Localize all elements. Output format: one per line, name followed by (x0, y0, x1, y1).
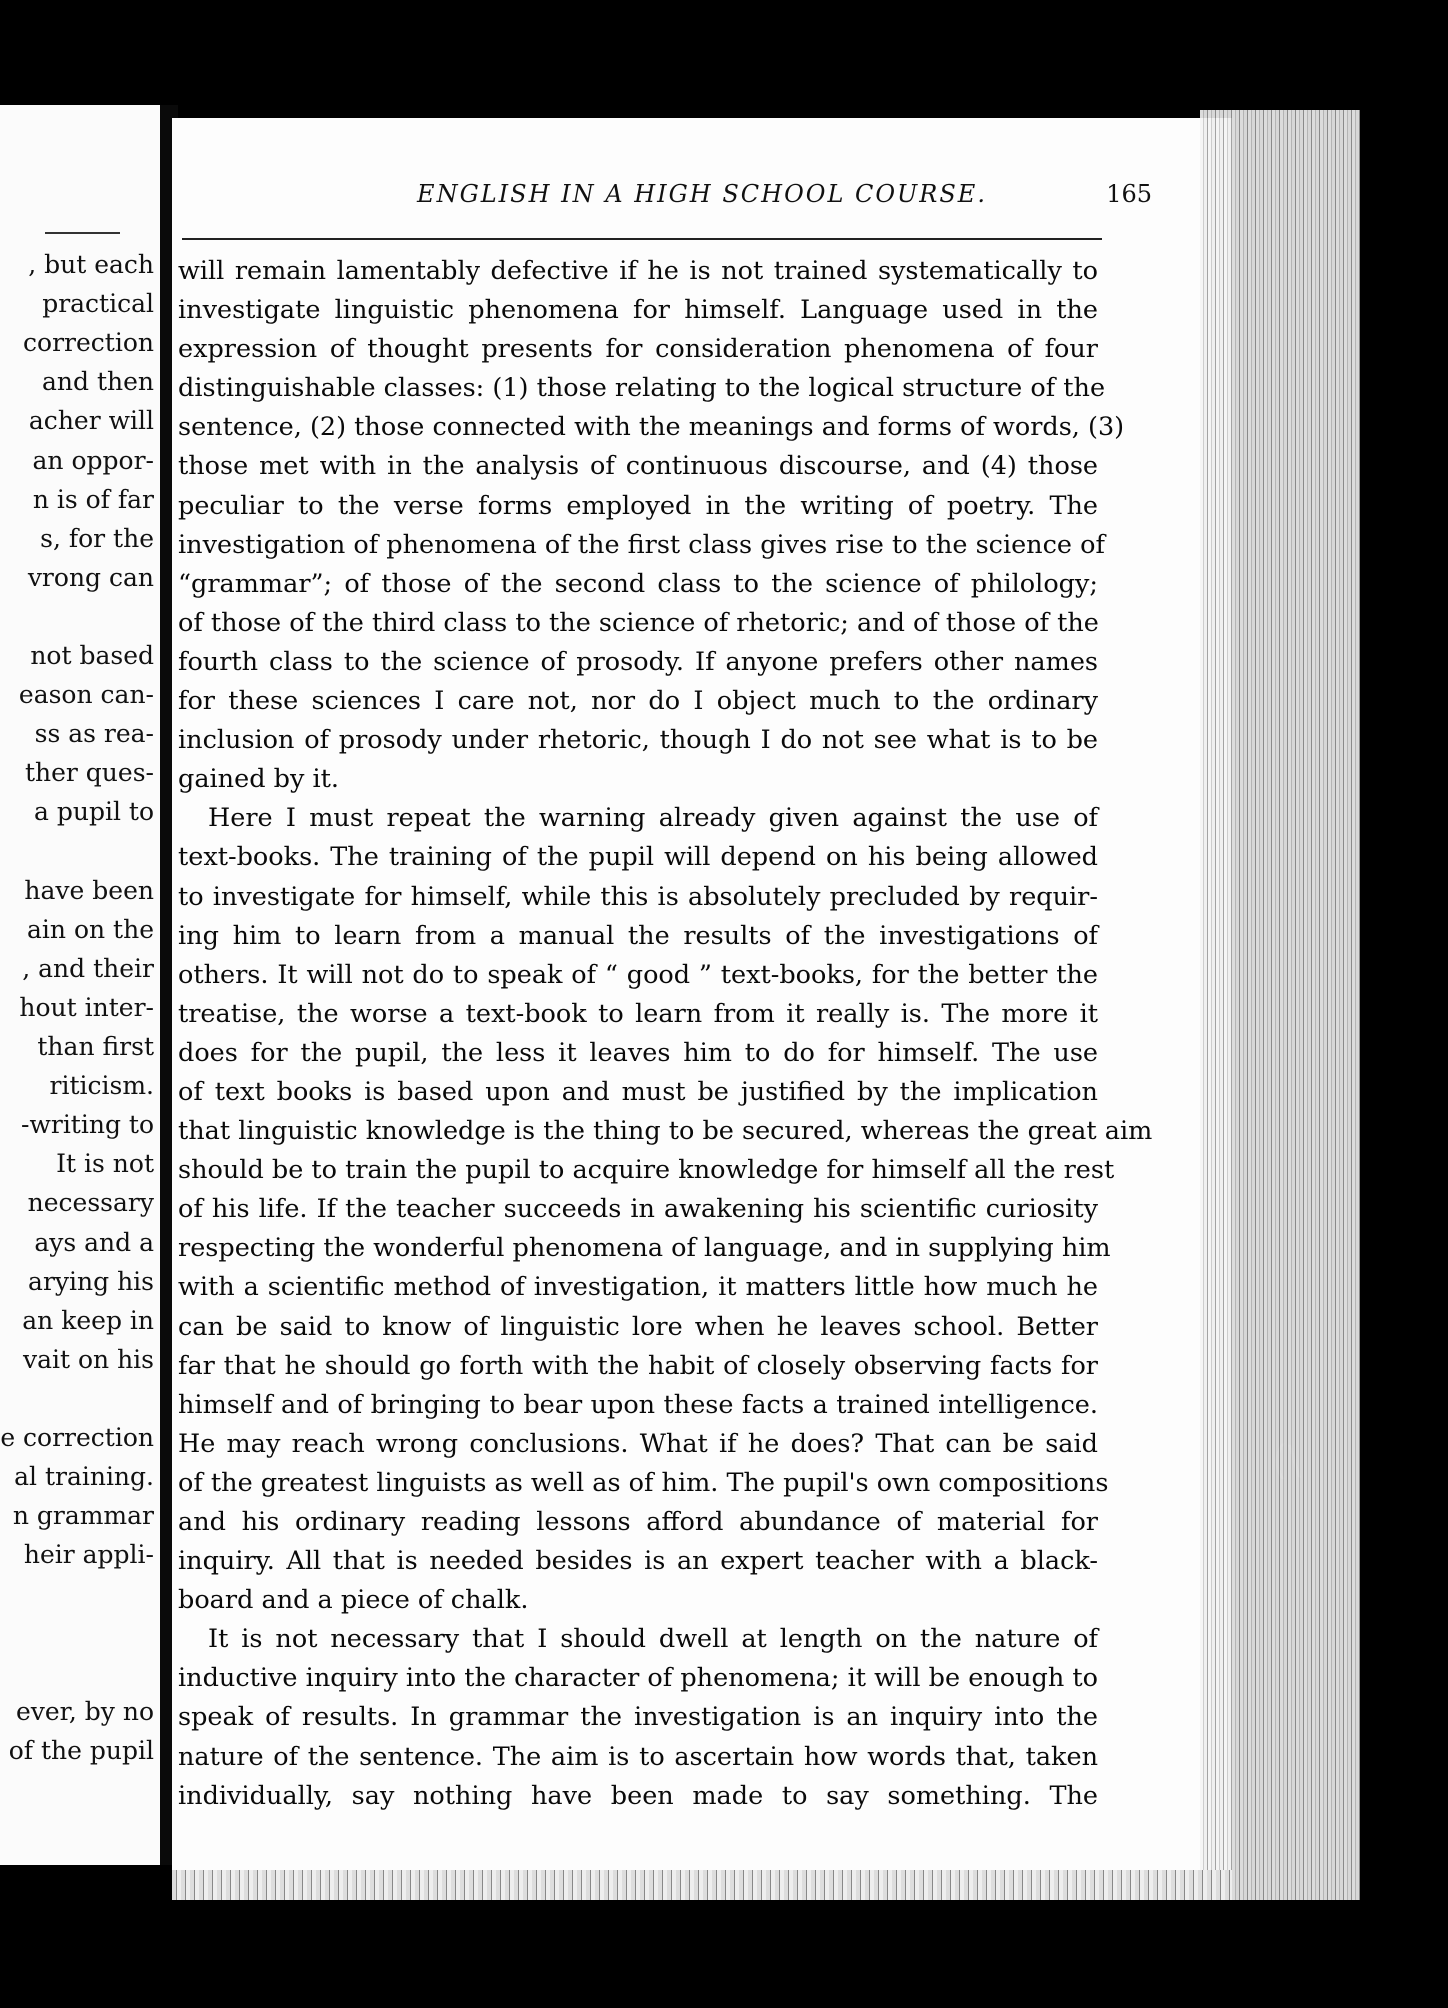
text-line: himself and of bringing to bear upon these facts a trained intelligence. (178, 1389, 1098, 1420)
left-page-line: ther ques- (24, 758, 154, 788)
text-line: expression of thought presents for consideration phenomena of four (178, 334, 1098, 365)
left-page-line: a pupil to (34, 797, 154, 827)
left-page-line: an keep in (22, 1305, 154, 1335)
text-line: inductive inquiry into the character of phenomena; it will be enough to (178, 1663, 1098, 1694)
left-page-line: s, for the (40, 523, 154, 553)
left-page-line: an oppor- (32, 445, 154, 475)
text-line: others. It will not do to speak of “ good ” text-books, for the better the (178, 959, 1098, 990)
text-line: inquiry. All that is needed besides is an expert teacher with a black- (178, 1546, 1098, 1577)
main-page (172, 118, 1232, 1900)
text-line: nature of the sentence. The aim is to ascertain how words that, taken (178, 1741, 1098, 1772)
text-line: does for the pupil, the less it leaves him to do for himself. The use (178, 1037, 1098, 1068)
text-line: board and a piece of chalk. (178, 1585, 529, 1616)
left-page-line: e correction (0, 1423, 154, 1452)
left-page-line: heir appli- (23, 1540, 154, 1570)
text-line: can be said to know of linguistic lore when he leaves school. Better (178, 1311, 1098, 1342)
header-rule (182, 238, 1102, 240)
running-title: ENGLISH IN A HIGH SCHOOL COURSE. (417, 180, 987, 208)
text-line: of his life. If the teacher succeeds in awakening his scientific curiosity (178, 1194, 1098, 1225)
text-line: “grammar”; of those of the second class to the science of philology; (178, 568, 1098, 599)
text-line: and his ordinary reading lessons afford abundance of material for (178, 1507, 1098, 1537)
text-line: with a scientific method of investigation, it matters little how much he (178, 1272, 1098, 1303)
left-page-line: ever, by no (15, 1696, 154, 1726)
text-line: of those of the third class to the science of rhetoric; and of those of the (178, 607, 1099, 638)
left-page-line: vrong can (27, 562, 154, 592)
bottom-edge-speckle (172, 1870, 1232, 1900)
left-page-line: al training. (14, 1462, 154, 1492)
text-line: far that he should go forth with the habit of closely observing facts for (178, 1350, 1098, 1381)
left-page-line: ain on the (27, 914, 154, 944)
left-page-fragment (0, 105, 160, 1865)
text-line: sentence, (2) those connected with the meanings and forms of words, (3) (178, 412, 1125, 443)
text-line: Here I must repeat the warning already given against the use of (208, 803, 1098, 834)
left-page-line: It is not (56, 1149, 154, 1179)
left-page-line: n grammar (12, 1501, 154, 1531)
text-line: text-books. The training of the pupil will depend on his being allowed (178, 842, 1098, 873)
text-line: He may reach wrong conclusions. What if he does? That can be said (178, 1428, 1098, 1459)
text-line: should be to train the pupil to acquire knowledge for himself all the rest (178, 1155, 1115, 1186)
left-page-line: riticism. (49, 1071, 154, 1101)
text-line: respecting the wonderful phenomena of language, and in supplying him (178, 1233, 1111, 1264)
left-page-line: n is of far (32, 484, 154, 514)
text-line: peculiar to the verse forms employed in the writing of poetry. The (178, 490, 1098, 521)
text-line: those met with in the analysis of continuous discourse, and (4) those (178, 451, 1098, 482)
left-page-line: necessary (27, 1188, 154, 1218)
left-page-line: -writing to (21, 1110, 154, 1140)
text-line: individually, say nothing have been made to say something. The (178, 1780, 1098, 1811)
left-page-line: not based (30, 641, 154, 670)
text-line: distinguishable classes: (1) those relating to the logical structure of the (178, 373, 1106, 404)
left-page-line: ss as rea- (34, 719, 154, 749)
text-line: treatise, the worse a text-book to learn from it really is. The more it (178, 998, 1098, 1029)
text-line: investigate linguistic phenomena for himself. Language used in the (178, 295, 1098, 326)
text-line: It is not necessary that I should dwell at length on the nature of (208, 1624, 1098, 1655)
left-page-line: than first (37, 1032, 154, 1061)
text-line: inclusion of prosody under rhetoric, though I do not see what is to be (178, 725, 1098, 756)
text-line: for these sciences I care not, nor do I object much to the ordinary (178, 686, 1098, 717)
text-line: fourth class to the science of prosody. If anyone prefers other names (178, 646, 1098, 677)
text-line: ing him to learn from a manual the results of the investigations of (178, 920, 1098, 951)
left-page-line: hout inter- (19, 992, 154, 1022)
left-page-line: vait on his (22, 1344, 154, 1374)
left-page-line: , but each (28, 250, 154, 279)
left-page-line: have been (24, 875, 154, 905)
page-number: 165 (1106, 180, 1152, 208)
left-page-rule (45, 232, 120, 234)
left-page-line: , and their (22, 953, 154, 983)
left-page-line: practical (42, 289, 154, 319)
body-text (178, 252, 1153, 1816)
left-page-line: arying his (28, 1266, 154, 1296)
left-page-line: of the pupil (8, 1735, 154, 1765)
left-page-line: ays and a (34, 1227, 154, 1257)
page-edge-speckle (1200, 110, 1360, 1900)
left-page-line: and then (42, 367, 154, 397)
left-page-line: acher will (28, 406, 154, 436)
text-line: that linguistic knowledge is the thing to be secured, whereas the great aim (178, 1116, 1153, 1147)
text-line: gained by it. (178, 764, 339, 795)
text-line: will remain lamentably defective if he is not trained systematically to (178, 256, 1098, 286)
text-line: of the greatest linguists as well as of him. The pupil's own compositions (178, 1467, 1109, 1498)
left-page-line: correction (23, 328, 154, 358)
left-page-line: eason can- (18, 680, 154, 710)
text-line: investigation of phenomena of the first class gives rise to the science of (178, 529, 1105, 560)
text-line: of text books is based upon and must be justified by the implication (178, 1076, 1098, 1107)
text-line: speak of results. In grammar the investigation is an inquiry into the (178, 1702, 1098, 1733)
text-line: to investigate for himself, while this is absolutely precluded by requir- (178, 881, 1098, 912)
